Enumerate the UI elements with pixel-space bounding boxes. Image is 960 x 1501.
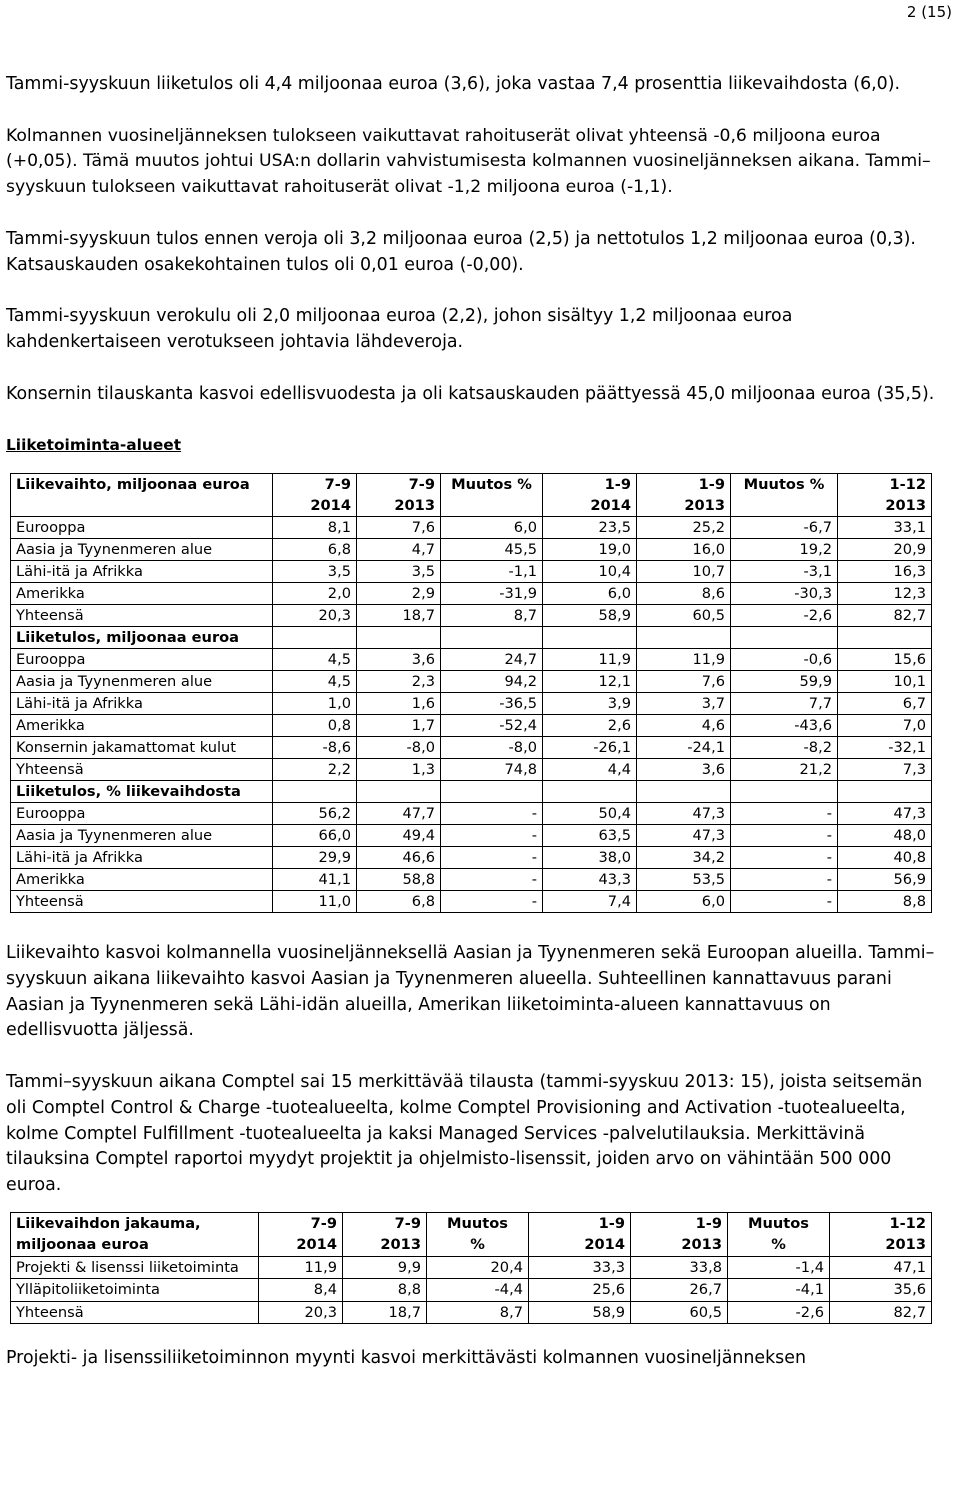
table-row <box>11 736 932 758</box>
row-label: Eurooppa <box>11 802 273 824</box>
table-cell: 7,6 <box>637 670 731 692</box>
section-heading-business-areas: Liiketoiminta-alueet <box>6 436 182 455</box>
table-cell: 48,0 <box>838 824 932 846</box>
section-title-row <box>11 626 932 648</box>
table-cell: 1,3 <box>357 758 441 780</box>
table-cell: 82,7 <box>830 1301 932 1324</box>
row-label: Ylläpitoliiketoiminta <box>11 1279 259 1302</box>
table-header-cell: 1-9 2013 <box>637 473 731 516</box>
table-header-cell: Muutos % <box>731 473 838 516</box>
table-cell: 43,3 <box>543 868 637 890</box>
table-cell: 1,6 <box>357 692 441 714</box>
table-cell: 8,8 <box>838 890 932 912</box>
table-cell: 94,2 <box>441 670 543 692</box>
table-header-row <box>11 473 932 516</box>
table-header-cell: 7-9 2013 <box>357 473 441 516</box>
table-header-label: Liikevaihdon jakauma, miljoonaa euroa <box>11 1212 259 1256</box>
table-cell: 3,5 <box>357 560 441 582</box>
table-cell: 10,7 <box>637 560 731 582</box>
table-cell: - <box>441 824 543 846</box>
table-cell: 6,8 <box>273 538 357 560</box>
table-cell: 8,6 <box>637 582 731 604</box>
table-cell: 21,2 <box>731 758 838 780</box>
table-cell: 49,4 <box>357 824 441 846</box>
table-cell: -43,6 <box>731 714 838 736</box>
table-cell: 6,8 <box>357 890 441 912</box>
row-label: Aasia ja Tyynenmeren alue <box>11 670 273 692</box>
table-row <box>11 846 932 868</box>
table-cell: - <box>731 846 838 868</box>
table-cell: 18,7 <box>357 604 441 626</box>
table-cell: -8,6 <box>273 736 357 758</box>
paragraph-license-business: Projekti- ja lisenssiliiketoiminnon myynti kasvoi merkittävästi kolmannen vuosineljänneksen <box>6 1348 806 1369</box>
table-cell: 24,7 <box>441 648 543 670</box>
table-cell: 4,4 <box>543 758 637 780</box>
table-cell: 3,7 <box>637 692 731 714</box>
table-row <box>11 1301 932 1324</box>
row-label: Yhteensä <box>11 604 273 626</box>
table-cell: 6,0 <box>637 890 731 912</box>
table-cell: - <box>441 890 543 912</box>
table-cell: 9,9 <box>343 1256 427 1279</box>
table-cell: 1,0 <box>273 692 357 714</box>
revenue-distribution-table <box>10 1212 932 1325</box>
table-cell: - <box>731 868 838 890</box>
table-cell: 15,6 <box>838 648 932 670</box>
table-cell: - <box>731 824 838 846</box>
table-row <box>11 516 932 538</box>
row-label: Projekti & lisenssi liiketoiminta <box>11 1256 259 1279</box>
table-cell: 7,3 <box>838 758 932 780</box>
table-cell: 16,0 <box>637 538 731 560</box>
table-row <box>11 802 932 824</box>
document-body <box>6 72 946 1372</box>
table-cell: - <box>731 890 838 912</box>
empty-cell <box>273 780 357 802</box>
table-cell: 4,5 <box>273 648 357 670</box>
table-cell: 8,4 <box>259 1279 343 1302</box>
paragraph-revenue-growth: Liikevaihto kasvoi kolmannella vuosineljänneksellä Aasian ja Tyynenmeren sekä Euroopan alueilla. Tammi–syyskuun aikana liikevaihto kasvoi Aasian ja Tyynenmeren alueella. Suhteellinen kannattavuus parani Aasian ja Tyynenmeren sekä Lähi-idän alueilla, Amerikan liiketoiminta-alueen kannattavuus on edellisvuotta jäljessä. <box>6 942 935 1041</box>
table-cell: 19,0 <box>543 538 637 560</box>
table-cell: 66,0 <box>273 824 357 846</box>
business-areas-table <box>10 473 932 913</box>
table-cell: -3,1 <box>731 560 838 582</box>
table-cell: 56,2 <box>273 802 357 824</box>
table-row <box>11 538 932 560</box>
table-cell: -8,0 <box>441 736 543 758</box>
table-cell: -24,1 <box>637 736 731 758</box>
row-label: Yhteensä <box>11 1301 259 1324</box>
table-cell: 25,6 <box>529 1279 631 1302</box>
table-cell: 20,3 <box>273 604 357 626</box>
table-cell: 18,7 <box>343 1301 427 1324</box>
table-cell: 58,9 <box>529 1301 631 1324</box>
empty-cell <box>357 626 441 648</box>
table-cell: 45,5 <box>441 538 543 560</box>
table-cell: -52,4 <box>441 714 543 736</box>
table-cell: 20,9 <box>838 538 932 560</box>
table-cell: 53,5 <box>637 868 731 890</box>
table-header-cell: 7-9 2014 <box>273 473 357 516</box>
section-title-row <box>11 780 932 802</box>
table-header-cell: 1-9 2014 <box>529 1212 631 1256</box>
table-row <box>11 604 932 626</box>
table-cell: 58,9 <box>543 604 637 626</box>
table-cell: 11,0 <box>273 890 357 912</box>
table-cell: 7,4 <box>543 890 637 912</box>
table-cell: 29,9 <box>273 846 357 868</box>
table-row <box>11 714 932 736</box>
table-cell: 4,5 <box>273 670 357 692</box>
table-cell: 47,3 <box>637 824 731 846</box>
table-header-cell: Muutos % <box>441 473 543 516</box>
table-cell: 33,8 <box>631 1256 728 1279</box>
table-cell: 2,3 <box>357 670 441 692</box>
table-cell: 38,0 <box>543 846 637 868</box>
empty-cell <box>637 780 731 802</box>
table-cell: -32,1 <box>838 736 932 758</box>
table-cell: -26,1 <box>543 736 637 758</box>
table-row <box>11 890 932 912</box>
row-label: Amerikka <box>11 714 273 736</box>
table-header-cell: 1-9 2013 <box>631 1212 728 1256</box>
table-row <box>11 582 932 604</box>
table-cell: 8,8 <box>343 1279 427 1302</box>
table-cell: 33,3 <box>529 1256 631 1279</box>
table-cell: 25,2 <box>637 516 731 538</box>
empty-cell <box>543 626 637 648</box>
table-header-row <box>11 1212 932 1256</box>
table-cell: 3,9 <box>543 692 637 714</box>
table-cell: 6,0 <box>543 582 637 604</box>
section-title: Liiketulos, miljoonaa euroa <box>11 626 273 648</box>
table-cell: 3,5 <box>273 560 357 582</box>
table-cell: -4,1 <box>728 1279 830 1302</box>
page-number: 2 (15) <box>906 3 952 21</box>
empty-cell <box>543 780 637 802</box>
table-header-label: Liikevaihto, miljoonaa euroa <box>11 473 273 516</box>
table-cell: 20,4 <box>427 1256 529 1279</box>
table-cell: 12,3 <box>838 582 932 604</box>
table-cell: 0,8 <box>273 714 357 736</box>
empty-cell <box>441 626 543 648</box>
table-cell: 19,2 <box>731 538 838 560</box>
table-cell: 7,0 <box>838 714 932 736</box>
table-header-cell: Muutos % <box>728 1212 830 1256</box>
table-cell: 8,7 <box>441 604 543 626</box>
row-label: Lähi-itä ja Afrikka <box>11 560 273 582</box>
section-title: Liiketulos, % liikevaihdosta <box>11 780 273 802</box>
table-cell: - <box>441 846 543 868</box>
table-cell: 6,0 <box>441 516 543 538</box>
table-cell: 7,7 <box>731 692 838 714</box>
table-header-cell: 7-9 2014 <box>259 1212 343 1256</box>
table-cell: 41,1 <box>273 868 357 890</box>
table-cell: 50,4 <box>543 802 637 824</box>
table-cell: 26,7 <box>631 1279 728 1302</box>
table-row <box>11 648 932 670</box>
table-row <box>11 758 932 780</box>
table-cell: 2,6 <box>543 714 637 736</box>
row-label: Aasia ja Tyynenmeren alue <box>11 538 273 560</box>
table-cell: 23,5 <box>543 516 637 538</box>
row-label: Eurooppa <box>11 648 273 670</box>
table-cell: 47,3 <box>838 802 932 824</box>
table-cell: 60,5 <box>631 1301 728 1324</box>
empty-cell <box>731 780 838 802</box>
row-label: Yhteensä <box>11 890 273 912</box>
table-cell: 58,8 <box>357 868 441 890</box>
row-label: Eurooppa <box>11 516 273 538</box>
table-cell: -6,7 <box>731 516 838 538</box>
table-cell: 8,7 <box>427 1301 529 1324</box>
table-cell: 12,1 <box>543 670 637 692</box>
table-cell: 7,6 <box>357 516 441 538</box>
table-cell: 60,5 <box>637 604 731 626</box>
table-cell: 33,1 <box>838 516 932 538</box>
table-cell: -1,1 <box>441 560 543 582</box>
table-cell: - <box>441 802 543 824</box>
table-header-cell: 1-12 2013 <box>830 1212 932 1256</box>
table-cell: 11,9 <box>543 648 637 670</box>
table-cell: - <box>731 802 838 824</box>
table-cell: 2,0 <box>273 582 357 604</box>
table-header-cell: 1-12 2013 <box>838 473 932 516</box>
table-row <box>11 1256 932 1279</box>
row-label: Konsernin jakamattomat kulut <box>11 736 273 758</box>
table-cell: 20,3 <box>259 1301 343 1324</box>
table-cell: 4,6 <box>637 714 731 736</box>
table-cell: 34,2 <box>637 846 731 868</box>
table-cell: 11,9 <box>259 1256 343 1279</box>
row-label: Amerikka <box>11 868 273 890</box>
table-row <box>11 868 932 890</box>
table-cell: 35,6 <box>830 1279 932 1302</box>
table-cell: 82,7 <box>838 604 932 626</box>
table-cell: 3,6 <box>357 648 441 670</box>
table-header-cell: Muutos % <box>427 1212 529 1256</box>
table-row <box>11 670 932 692</box>
table-cell: 10,4 <box>543 560 637 582</box>
table-cell: 59,9 <box>731 670 838 692</box>
empty-cell <box>731 626 838 648</box>
table-cell: -36,5 <box>441 692 543 714</box>
table-cell: 11,9 <box>637 648 731 670</box>
empty-cell <box>441 780 543 802</box>
table-cell: 46,6 <box>357 846 441 868</box>
table-cell: 2,9 <box>357 582 441 604</box>
table-cell: 2,2 <box>273 758 357 780</box>
empty-cell <box>637 626 731 648</box>
paragraph-operating-profit: Tammi-syyskuun liiketulos oli 4,4 miljoonaa euroa (3,6), joka vastaa 7,4 prosenttia liikevaihdosta (6,0). <box>6 74 901 94</box>
row-label: Yhteensä <box>11 758 273 780</box>
table-cell: 47,7 <box>357 802 441 824</box>
table-cell: 56,9 <box>838 868 932 890</box>
table-cell: -30,3 <box>731 582 838 604</box>
table-cell: -31,9 <box>441 582 543 604</box>
table-cell: 74,8 <box>441 758 543 780</box>
table-row <box>11 692 932 714</box>
row-label: Amerikka <box>11 582 273 604</box>
paragraph-result-before-taxes: Tammi-syyskuun tulos ennen veroja oli 3,2 miljoonaa euroa (2,5) ja nettotulos 1,2 miljoonaa euroa (0,3). Katsauskauden osakekohtainen tulos oli 0,01 euroa (-0,00). <box>6 228 916 275</box>
table-header-cell: 1-9 2014 <box>543 473 637 516</box>
table-cell: 47,1 <box>830 1256 932 1279</box>
paragraph-tax-expense: Tammi-syyskuun verokulu oli 2,0 miljoonaa euroa (2,2), johon sisältyy 1,2 miljoonaa euroa kahdenkertaiseen verotukseen johtavia lähdeveroja. <box>6 306 793 352</box>
table-cell: -0,6 <box>731 648 838 670</box>
empty-cell <box>357 780 441 802</box>
table-cell: -2,6 <box>728 1301 830 1324</box>
table-cell: -8,0 <box>357 736 441 758</box>
table-row <box>11 1279 932 1302</box>
table-cell: -2,6 <box>731 604 838 626</box>
table-cell: -8,2 <box>731 736 838 758</box>
table-cell: 16,3 <box>838 560 932 582</box>
table-row <box>11 824 932 846</box>
table-cell: - <box>441 868 543 890</box>
table-cell: 47,3 <box>637 802 731 824</box>
empty-cell <box>838 626 932 648</box>
table-row <box>11 560 932 582</box>
table-cell: 6,7 <box>838 692 932 714</box>
paragraph-order-backlog: Konsernin tilauskanta kasvoi edellisvuodesta ja oli katsauskauden päättyessä 45,0 miljoonaa euroa (35,5). <box>6 383 935 404</box>
table-cell: 1,7 <box>357 714 441 736</box>
row-label: Lähi-itä ja Afrikka <box>11 692 273 714</box>
empty-cell <box>838 780 932 802</box>
table-cell: 3,6 <box>637 758 731 780</box>
table-cell: 4,7 <box>357 538 441 560</box>
table-cell: 63,5 <box>543 824 637 846</box>
table-cell: -1,4 <box>728 1256 830 1279</box>
paragraph-financial-items: Kolmannen vuosineljänneksen tulokseen vaikuttavat rahoituserät olivat yhteensä -0,6 miljoona euroa (+0,05). Tämä muutos johtui USA:n dollarin vahvistumisesta kolmannen vuosineljänneksen aikana. Tammi–syyskuun tulokseen vaikuttavat rahoituserät olivat -1,2 miljoona euroa (-1,1). <box>6 125 931 198</box>
row-label: Aasia ja Tyynenmeren alue <box>11 824 273 846</box>
table-cell: -4,4 <box>427 1279 529 1302</box>
table-header-cell: 7-9 2013 <box>343 1212 427 1256</box>
paragraph-significant-orders: Tammi–syyskuun aikana Comptel sai 15 merkittävää tilausta (tammi-syyskuu 2013: 15), joista seitsemän oli Comptel Control & Charge -tuotealueelta, kolme Comptel Provisioning and Activation -tuotealueelta, kolme Comptel Fulfillment -tuotealueelta ja kaksi Managed Services -palvelutilauksia. Merkittävinä tilauksina Comptel raportoi myydyt projektit ja ohjelmisto-lisenssit, joiden arvo on vähintään 500 000 euroa. <box>6 1071 923 1196</box>
table-cell: 8,1 <box>273 516 357 538</box>
table-cell: 40,8 <box>838 846 932 868</box>
row-label: Lähi-itä ja Afrikka <box>11 846 273 868</box>
table-cell: 10,1 <box>838 670 932 692</box>
empty-cell <box>273 626 357 648</box>
